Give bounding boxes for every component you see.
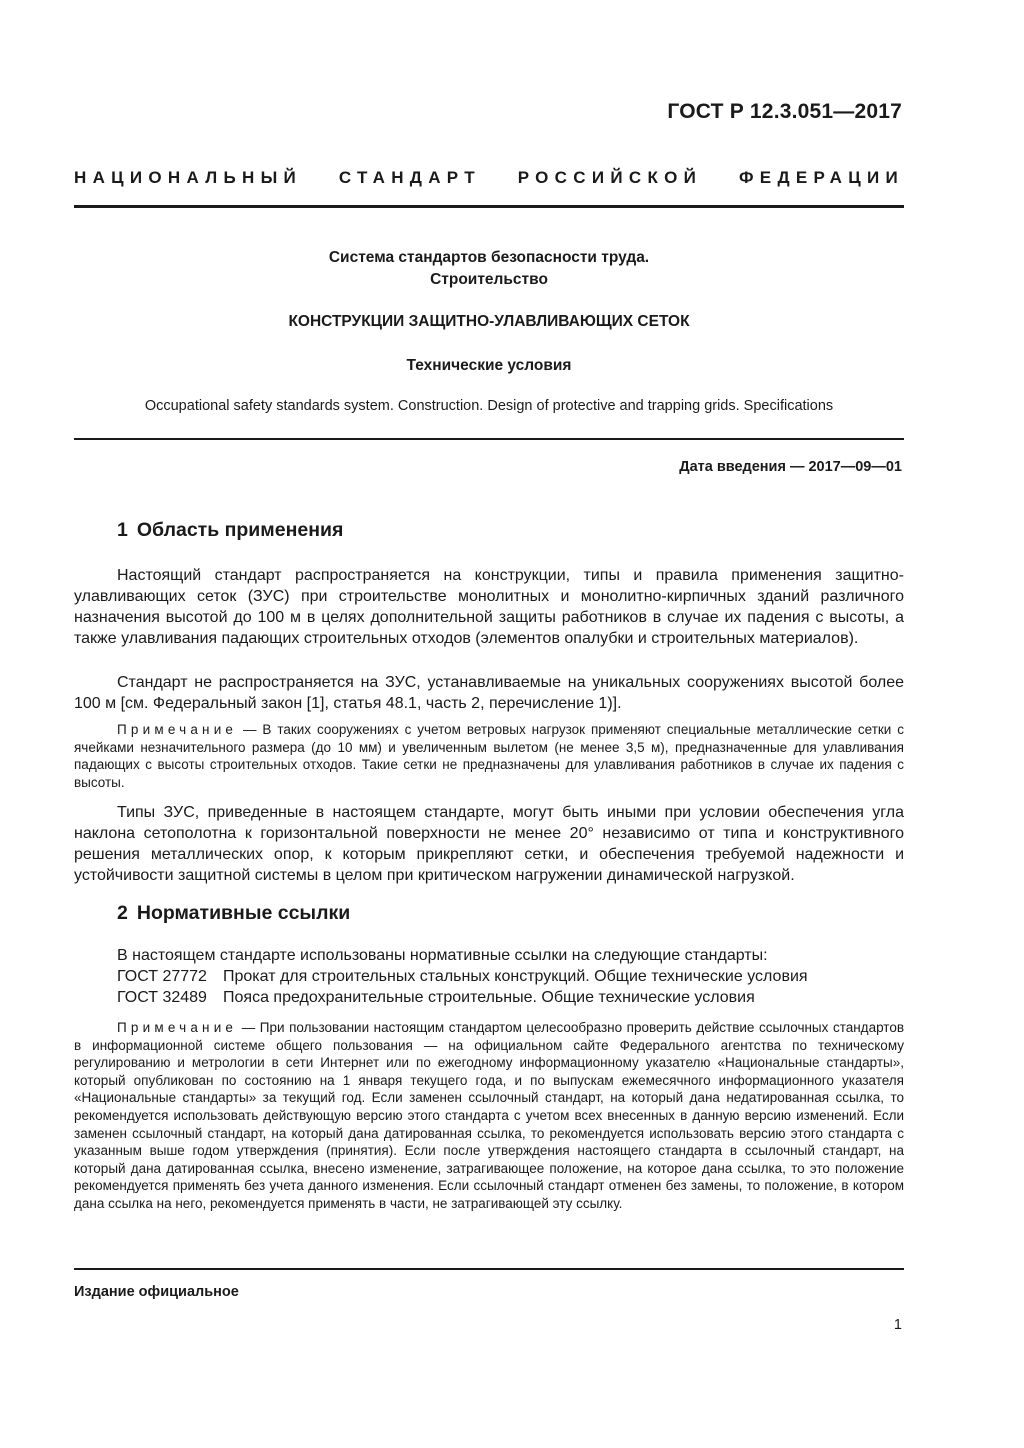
section-2-title: Нормативные ссылки [136,902,351,924]
section-1-note [74,721,904,791]
title-divider [74,438,904,440]
section-1-title: Область применения [136,519,344,541]
national-standard-heading [74,168,904,188]
reference-code: ГОСТ 27772 [117,968,207,985]
section-1-paragraph-1: Настоящий стандарт распространяется на конструкции, типы и правила применения защитно-улавливающих сеток (ЗУС) при строительстве монолитных и монолитно-кирпичных зданий различного назначения высотой до 100 м в целях дополнительной защиты работников в случае их падения с высоты, а также улавливания падающих строительных отходов (элементов опалубки и строительных материалов). [74,567,904,647]
national-word-1: НАЦИОНАЛЬНЫЙ [74,168,303,187]
national-word-4: ФЕДЕРАЦИИ [739,168,904,187]
system-title [74,247,904,291]
section-2-note [74,1019,904,1213]
official-edition-label: Издание официальное [74,1284,239,1300]
footer-divider [74,1268,904,1270]
national-word-2: СТАНДАРТ [338,168,481,187]
references-intro: В настоящем стандарте использованы нормативные ссылки на следующие стандарты: [117,947,768,964]
note-label: Примечание [117,1020,238,1035]
introduction-date: Дата введения — 2017—09—01 [679,459,902,475]
reference-title: Прокат для строительных стальных конструкций. Общие технические условия [223,968,808,985]
national-word-3: РОССИЙСКОЙ [517,168,703,187]
document-title: КОНСТРУКЦИИ ЗАЩИТНО-УЛАВЛИВАЮЩИХ СЕТОК [288,313,690,330]
section-2-heading [117,902,350,925]
header-divider [74,205,904,208]
note-text: — При пользовании настоящим стандартом целесообразно проверить действие ссылочных стандартов в информационной системе общего пользования — на официальном сайте Федерального агентства по техническому регулированию и метрологии в сети Интернет или по ежегодному информационному указателю «Национальные стандарты», который опубликован по состоянию на 1 января текущего года, и по выпускам ежемесячного информационного указателя «Национальные стандарты» за текущий год. Если заменен ссылочный стандарт, на который дана недатированная ссылка, то рекомендуется использовать действующую версию этого стандарта с учетом всех внесенных в данную версию изменений. Если заменен ссылочный стандарт, на который дана датированная ссылка, то рекомендуется использовать версию этого стандарта с указанным выше годом утверждения (принятия). Если после утверждения настоящего стандарта в ссылочный стандарт, на который дана датированная ссылка, внесено изменение, затрагивающее положение, на которое дана ссылка, то это положение рекомендуется применять без учета данного изменения. Если ссылочный стандарт отменен без замены, то положение, в котором дана ссылка на него, рекомендуется применять в части, не затрагивающей эту ссылку. [74,1020,904,1211]
section-2-number: 2 [117,902,128,924]
section-1-paragraph-3: Типы ЗУС, приведенные в настоящем стандарте, могут быть иными при условии обеспечения угла наклона сетополотна к горизонтальной поверхности не менее 20° независимо от типа и конструктивного решения металлических опор, к которым прикрепляют сетки, и обеспечения требуемой надежности и устойчивости защитной системы в целом при критическом нагружении динамической нагрузкой. [74,804,904,884]
note-text: — В таких сооружениях с учетом ветровых нагрузок применяют специальные металлические сетки с ячейками незначительного размера (до 10 мм) и увеличенным вылетом (не менее 3,5 м), предназначенные для улавливания падающих с высоты строительных отходов. Такие сетки не предназначены для улавливания работников в случае их падения с высоты. [74,722,904,790]
document-subtitle: Технические условия [406,357,572,374]
system-title-line-1: Система стандартов безопасности труда. [328,249,650,266]
page-number: 1 [893,1317,902,1333]
gost-number: ГОСТ Р 12.3.051—2017 [667,100,902,123]
reference-item [117,966,808,987]
section-1-number: 1 [117,519,128,541]
section-1-paragraph-2: Стандарт не распространяется на ЗУС, устанавливаемые на уникальных сооружениях высотой более 100 м [см. Федеральный закон [1], статья 48.1, часть 2, перечисление 1)]. [74,674,904,712]
reference-code: ГОСТ 32489 [117,989,207,1006]
note-label: Примечание [117,722,238,737]
section-1-heading [117,519,343,542]
english-title: Occupational safety standards system. Construction. Design of protective and trapping grids. Specifications [144,398,834,414]
reference-item [117,987,755,1008]
system-title-line-2: Строительство [430,271,548,288]
reference-title: Пояса предохранительные строительные. Общие технические условия [223,989,755,1006]
